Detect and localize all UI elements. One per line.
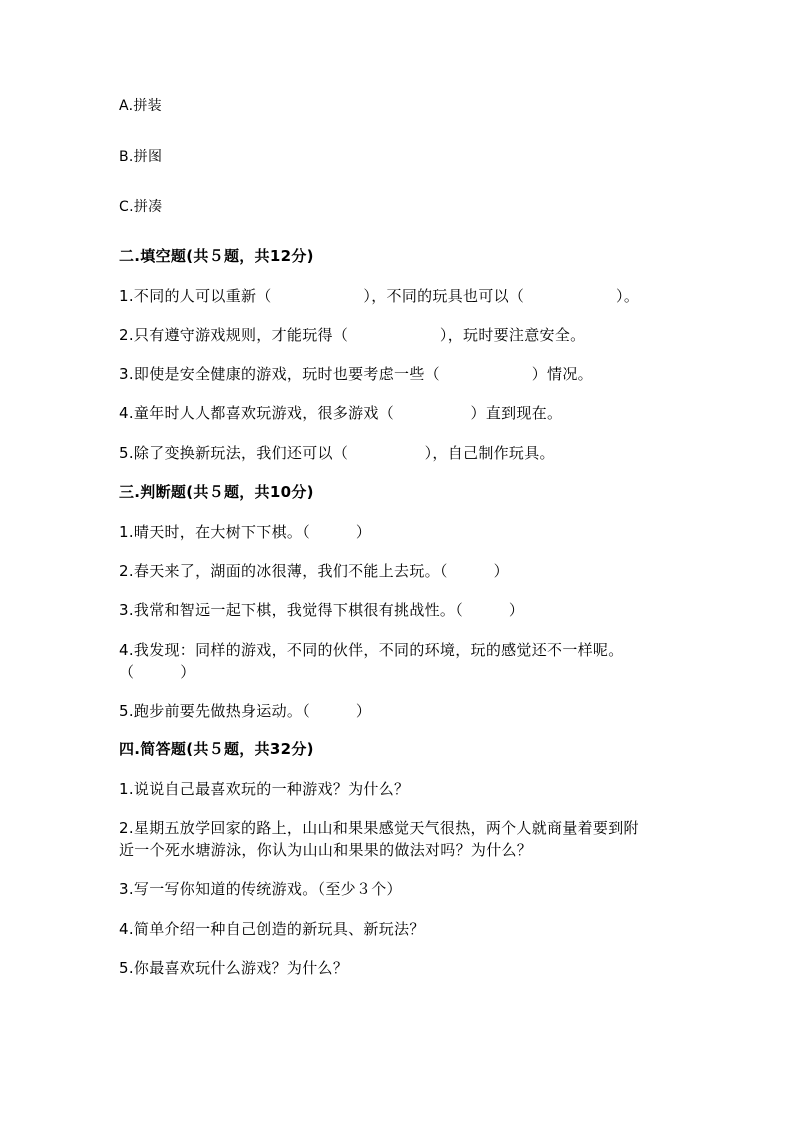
question-item: 5.你最喜欢玩什么游戏？为什么？: [119, 959, 349, 977]
question-item: 1.晴天时，在大树下下棋。（ ）: [119, 523, 372, 541]
question-item: 4.简单介绍一种自己创造的新玩具、新玩法？: [119, 920, 425, 938]
option-a: A.拼装: [119, 98, 162, 114]
question-item: 1.说说自己最喜欢玩的一种游戏？为什么？: [119, 780, 410, 798]
question-item: 4.我发现：同样的游戏，不同的伙伴，不同的环境，玩的感觉还不一样呢。: [119, 641, 624, 659]
section-title-fill-blank: 二.填空题(共５题，共12分): [119, 247, 314, 265]
question-item: 2.只有遵守游戏规则，才能玩得（ ），玩时要注意安全。: [119, 326, 586, 344]
question-item: 3.即使是安全健康的游戏，玩时也要考虑一些（ ）情况。: [119, 365, 593, 383]
section-title-short-answer: 四.简答题(共５题，共32分): [119, 740, 314, 758]
question-item: 1.不同的人可以重新（ ），不同的玩具也可以（ ）。: [119, 287, 640, 305]
question-item: 5.除了变换新玩法，我们还可以（ ），自己制作玩具。: [119, 444, 555, 462]
question-item: 2.春天来了，湖面的冰很薄，我们不能上去玩。（ ）: [119, 562, 509, 580]
question-item: 2.星期五放学回家的路上，山山和果果感觉天气很热，两个人就商量着要到附: [119, 819, 639, 837]
option-b: B.拼图: [119, 149, 163, 165]
question-item: 4.童年时人人都喜欢玩游戏，很多游戏（ ）直到现在。: [119, 404, 563, 422]
question-item: 3.我常和智远一起下棋，我觉得下棋很有挑战性。（ ）: [119, 601, 525, 619]
section-title-true-false: 三.判断题(共５题，共10分): [119, 483, 314, 501]
option-c: C.拼凑: [119, 199, 163, 215]
question-item-continuation: 近一个死水塘游泳，你认为山山和果果的做法对吗？为什么？: [119, 841, 533, 859]
question-item-continuation: （ ）: [119, 663, 196, 681]
question-item: 5.跑步前要先做热身运动。（ ）: [119, 702, 372, 720]
question-item: 3.写一写你知道的传统游戏。（至少３个）: [119, 880, 402, 898]
